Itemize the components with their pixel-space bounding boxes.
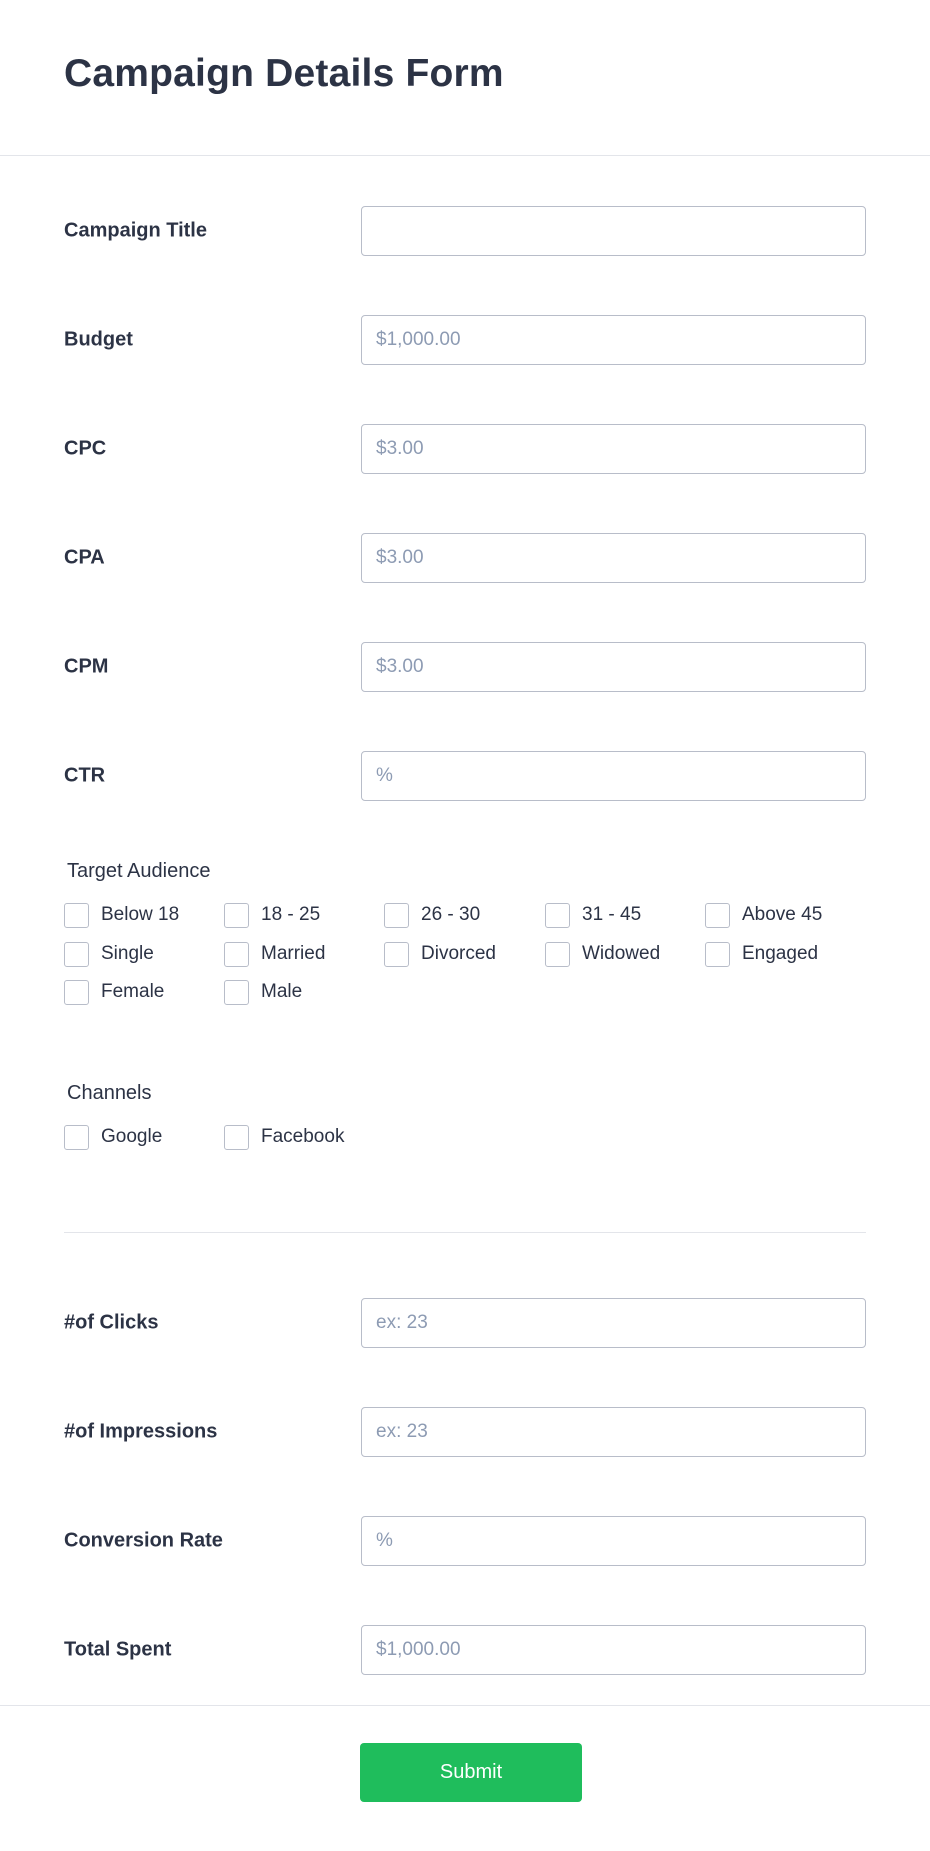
checkbox-label: Above 45	[742, 904, 823, 925]
target-audience-option-married[interactable]	[224, 941, 325, 967]
checkbox[interactable]	[705, 903, 730, 928]
checkbox-label: 31 - 45	[582, 904, 642, 925]
checkbox-label: 26 - 30	[421, 904, 481, 925]
campaign-title-label: Campaign Title	[64, 219, 207, 242]
checkbox-label: Engaged	[742, 943, 819, 964]
impressions-row	[64, 1407, 866, 1457]
total-spent-input[interactable]	[361, 1625, 866, 1675]
checkbox-label: Divorced	[421, 943, 496, 964]
checkbox-label: Below 18	[101, 904, 180, 925]
section-divider	[64, 1232, 866, 1233]
channels-option-google[interactable]	[64, 1124, 162, 1150]
ctr-label: CTR	[64, 764, 106, 787]
campaign-title-input[interactable]	[361, 206, 866, 256]
submit-button[interactable]: Submit	[360, 1743, 582, 1802]
checkbox[interactable]	[224, 942, 249, 967]
form-header	[0, 0, 930, 156]
checkbox[interactable]	[224, 903, 249, 928]
clicks-input[interactable]	[361, 1298, 866, 1348]
clicks-row	[64, 1298, 866, 1348]
checkbox-label: Male	[261, 981, 303, 1002]
checkbox-label: Widowed	[582, 943, 661, 964]
channels-option-facebook[interactable]	[224, 1124, 344, 1150]
target-audience-option-above-45[interactable]	[705, 902, 822, 928]
clicks-label: #of Clicks	[64, 1311, 159, 1334]
target-audience-option-female[interactable]	[64, 979, 164, 1005]
total-spent-label: Total Spent	[64, 1638, 172, 1661]
checkbox[interactable]	[224, 980, 249, 1005]
checkbox-label: Female	[101, 981, 165, 1002]
target-audience-label: Target Audience	[67, 860, 211, 882]
conversion-rate-label: Conversion Rate	[64, 1529, 223, 1552]
target-audience-option-26-30[interactable]	[384, 902, 480, 928]
impressions-label: #of Impressions	[64, 1420, 218, 1443]
cpa-row	[64, 533, 866, 583]
target-audience-option-31-45[interactable]	[545, 902, 641, 928]
ctr-input[interactable]	[361, 751, 866, 801]
impressions-input[interactable]	[361, 1407, 866, 1457]
budget-row	[64, 315, 866, 365]
checkbox[interactable]	[64, 980, 89, 1005]
target-audience-option-below-18[interactable]	[64, 902, 179, 928]
page-title: Campaign Details Form	[64, 52, 504, 95]
cpa-input[interactable]	[361, 533, 866, 583]
ctr-row	[64, 751, 866, 801]
conversion-rate-row	[64, 1516, 866, 1566]
checkbox[interactable]	[224, 1125, 249, 1150]
budget-input[interactable]	[361, 315, 866, 365]
cpa-label: CPA	[64, 546, 105, 569]
total-spent-row	[64, 1625, 866, 1675]
checkbox[interactable]	[384, 903, 409, 928]
cpm-input[interactable]	[361, 642, 866, 692]
checkbox-label: Married	[261, 943, 326, 964]
checkbox[interactable]	[64, 942, 89, 967]
checkbox[interactable]	[705, 942, 730, 967]
checkbox-label: Facebook	[261, 1126, 345, 1147]
footer-divider	[0, 1705, 930, 1706]
cpm-label: CPM	[64, 655, 109, 678]
target-audience-option-single[interactable]	[64, 941, 154, 967]
campaign-title-row	[64, 206, 866, 256]
conversion-rate-input[interactable]	[361, 1516, 866, 1566]
checkbox-label: Single	[101, 943, 154, 964]
checkbox[interactable]	[545, 942, 570, 967]
checkbox-label: Google	[101, 1126, 163, 1147]
target-audience-option-male[interactable]	[224, 979, 302, 1005]
checkbox[interactable]	[545, 903, 570, 928]
target-audience-option-widowed[interactable]	[545, 941, 660, 967]
channels-label: Channels	[67, 1082, 152, 1104]
target-audience-option-18-25[interactable]	[224, 902, 320, 928]
checkbox[interactable]	[64, 903, 89, 928]
target-audience-option-engaged[interactable]	[705, 941, 818, 967]
cpc-input[interactable]	[361, 424, 866, 474]
target-audience-option-divorced[interactable]	[384, 941, 496, 967]
budget-label: Budget	[64, 328, 133, 351]
checkbox[interactable]	[384, 942, 409, 967]
cpc-row	[64, 424, 866, 474]
checkbox[interactable]	[64, 1125, 89, 1150]
cpc-label: CPC	[64, 437, 107, 460]
checkbox-label: 18 - 25	[261, 904, 321, 925]
cpm-row	[64, 642, 866, 692]
